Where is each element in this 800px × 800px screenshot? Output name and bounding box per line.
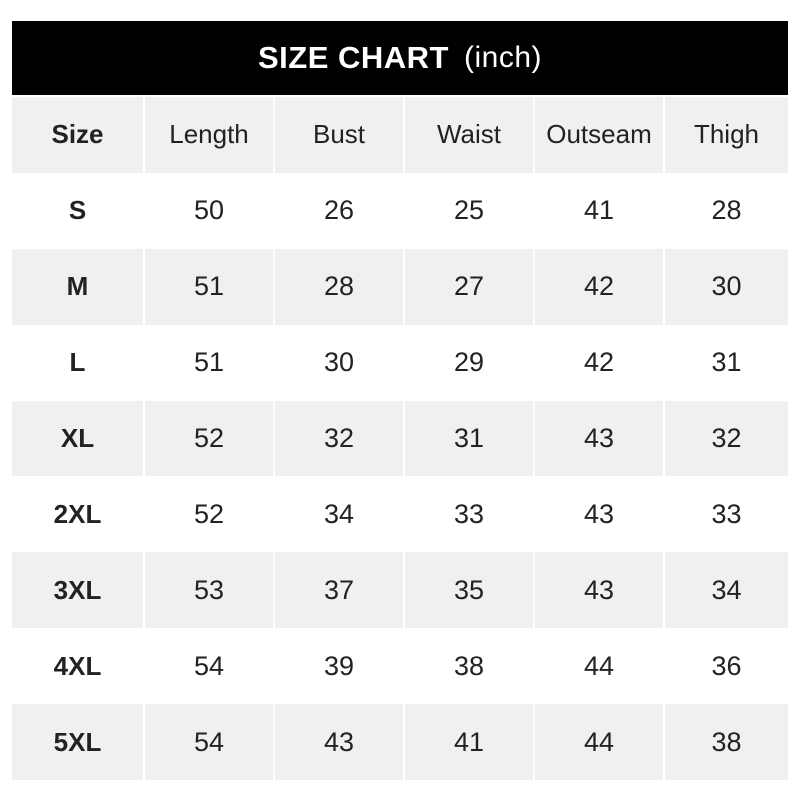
title-unit-label: (inch) xyxy=(463,41,542,74)
table-row xyxy=(12,552,788,628)
thigh-value: 34 xyxy=(665,552,788,628)
waist-value: 38 xyxy=(453,650,485,681)
outseam-value: 44 xyxy=(583,650,615,681)
column-header-size: Size xyxy=(12,97,143,173)
size-label: S xyxy=(68,195,87,226)
size-label: 3XL xyxy=(12,552,143,628)
outseam-value: 42 xyxy=(535,249,663,325)
size-label: M xyxy=(12,249,143,325)
bust-value: 37 xyxy=(275,552,403,628)
size-label: 2XL xyxy=(53,498,102,529)
waist-value: 29 xyxy=(453,347,485,378)
table-row xyxy=(12,476,788,552)
size-label: 4XL xyxy=(53,650,102,681)
length-value: 53 xyxy=(145,552,273,628)
waist-value: 27 xyxy=(405,249,533,325)
bust-value: 43 xyxy=(275,704,403,780)
length-value: 50 xyxy=(193,195,225,226)
thigh-value: 31 xyxy=(711,347,742,378)
column-header-outseam: Outseam xyxy=(535,97,663,173)
thigh-value: 30 xyxy=(665,249,788,325)
length-value: 52 xyxy=(193,498,225,529)
column-header-length: Length xyxy=(145,97,273,173)
waist-value: 41 xyxy=(405,704,533,780)
waist-value: 25 xyxy=(453,195,485,226)
length-value: 54 xyxy=(145,704,273,780)
title-bar xyxy=(12,21,788,95)
thigh-value: 38 xyxy=(665,704,788,780)
thigh-value: 33 xyxy=(711,498,742,529)
bust-value: 34 xyxy=(323,498,355,529)
size-label: 5XL xyxy=(12,704,143,780)
waist-value: 33 xyxy=(453,498,485,529)
table-row xyxy=(12,249,788,325)
table-header-row xyxy=(12,97,788,173)
bust-value: 30 xyxy=(323,347,355,378)
bust-value: 39 xyxy=(323,650,355,681)
size-label: L xyxy=(69,347,86,378)
column-header-thigh: Thigh xyxy=(665,97,788,173)
column-header-waist: Waist xyxy=(405,97,533,173)
length-value: 51 xyxy=(193,347,225,378)
outseam-value: 43 xyxy=(535,552,663,628)
size-label: XL xyxy=(12,401,143,477)
page-title: SIZE CHART xyxy=(257,40,449,75)
table-row xyxy=(12,628,788,704)
outseam-value: 42 xyxy=(583,347,615,378)
waist-value: 31 xyxy=(405,401,533,477)
size-table xyxy=(12,97,788,780)
outseam-value: 44 xyxy=(535,704,663,780)
length-value: 51 xyxy=(145,249,273,325)
thigh-value: 28 xyxy=(711,195,742,226)
bust-value: 26 xyxy=(323,195,355,226)
thigh-value: 32 xyxy=(665,401,788,477)
column-header-bust: Bust xyxy=(275,97,403,173)
length-value: 54 xyxy=(193,650,225,681)
table-row xyxy=(12,704,788,780)
table-row xyxy=(12,325,788,401)
bust-value: 32 xyxy=(275,401,403,477)
length-value: 52 xyxy=(145,401,273,477)
thigh-value: 36 xyxy=(711,650,742,681)
waist-value: 35 xyxy=(405,552,533,628)
bust-value: 28 xyxy=(275,249,403,325)
outseam-value: 41 xyxy=(583,195,615,226)
table-row xyxy=(12,401,788,477)
outseam-value: 43 xyxy=(535,401,663,477)
table-row xyxy=(12,173,788,249)
outseam-value: 43 xyxy=(583,498,615,529)
